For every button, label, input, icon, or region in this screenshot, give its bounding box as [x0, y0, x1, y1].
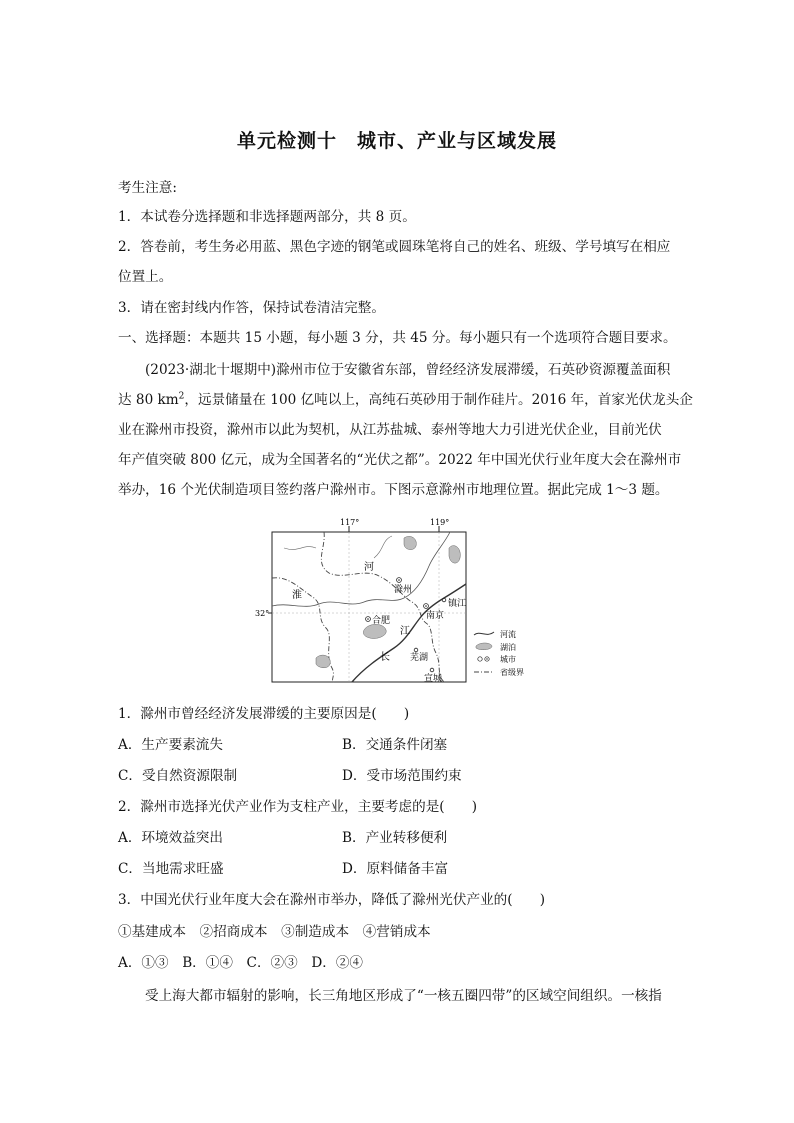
notice-item-2-cont: 位置上。 [118, 269, 173, 285]
label-nanjing: 南京 [426, 611, 445, 621]
wuhu-city-icon [414, 648, 418, 652]
lake-southwest [316, 655, 330, 668]
location-map [254, 518, 544, 688]
passage-superscript: 2 [178, 391, 185, 402]
label-zhenjiang: 镇江 [448, 599, 467, 609]
passage-line-3: 业在滁州市投资，滁州市以此为契机，从江苏盐城、泰州等地大力引进光伏企业，目前光伏 [118, 422, 662, 438]
passage-line-5: 举办，16 个光伏制造项目签约落户滁州市。下图示意滁州市地理位置。据此完成 1～3 题。 [118, 482, 669, 498]
lon-label-117: 117° [340, 518, 360, 527]
lake-north [404, 536, 416, 549]
legend-city-icon-a [478, 657, 482, 661]
hefei-city-dot [367, 618, 369, 620]
legend-lake-label: 湖泊 [500, 643, 516, 652]
question-1-option-b[interactable]: B．交通条件闭塞 [342, 737, 448, 753]
question-3-answers[interactable]: A．①③ B．①④ C．②③ D．②④ [118, 955, 364, 971]
legend-river-label: 河流 [500, 630, 516, 639]
notice-item-2: 2．答卷前，考生务必用蓝、黑色字迹的钢笔或圆珠笔将自己的姓名、班级、学号填写在相应 [118, 239, 671, 255]
notice-heading: 考生注意: [118, 180, 177, 196]
legend-city-icon-dot [486, 658, 487, 659]
question-2-option-a[interactable]: A．环境效益突出 [118, 830, 223, 846]
question-1-option-d[interactable]: D．受市场范围约束 [342, 768, 462, 784]
lake-northeast [449, 546, 460, 563]
question-3-items: ①基建成本 ②招商成本 ③制造成本 ④营销成本 [118, 924, 431, 940]
lat-label-32: 32° [255, 609, 270, 618]
passage [118, 355, 693, 505]
question-2-option-b[interactable]: B．产业转移便利 [342, 830, 448, 846]
page-title: 单元检测十 城市、产业与区域发展 [236, 130, 557, 152]
question-1-option-c[interactable]: C．受自然资源限制 [118, 768, 238, 784]
chuzhou-city-dot [398, 579, 400, 581]
question-2-option-c[interactable]: C．当地需求旺盛 [118, 861, 224, 877]
next-passage: 受上海大都市辐射的影响，长三角地区形成了“一核五圈四带”的区域空间组织。一核指 [145, 988, 662, 1004]
river-nw [284, 547, 316, 550]
notice-item-3: 3．请在密封线内作答，保持试卷清洁完整。 [118, 300, 385, 316]
nanjing-city-dot [425, 605, 427, 607]
passage-line-4: 年产值突破 800 亿元，成为全国著名的“光伏之都”。2022 年中国光伏行业年度大会在滁州市 [118, 452, 682, 468]
label-wuhu: 芜湖 [410, 653, 429, 663]
question-2-option-d[interactable]: D．原料储备丰富 [342, 861, 449, 877]
legend-lake-icon [476, 643, 492, 650]
chaohu-lake [363, 624, 386, 638]
question-3-stem: 3．中国光伏行业年度大会在滁州市举办，降低了滁州光伏产业的( ) [118, 892, 546, 908]
question-1-option-a[interactable]: A．生产要素流失 [118, 737, 223, 753]
label-xuancheng: 宣城 [424, 674, 443, 684]
river-north [374, 536, 392, 558]
section-heading: 一、选择题：本题共 15 小题，每小题 3 分，共 45 分。每小题只有一个选项符合题目要求。 [118, 330, 677, 346]
passage-line-2b: ，远景储量在 100 亿吨以上，高纯石英砂用于制作硅片。2016 年，首家光伏龙头企 [184, 392, 693, 408]
label-hefei: 合肥 [372, 616, 391, 626]
legend-border-label: 省级界 [500, 668, 524, 677]
xuancheng-city-icon [430, 668, 434, 672]
map-frame [272, 532, 466, 682]
passage-line-1: (2023·湖北十堰期中)滁州市位于安徽省东部，曾经经济发展滞缓，石英砂资源覆盖面积 [145, 362, 671, 378]
label-huai: 淮 [292, 590, 302, 601]
label-chuzhou: 滁州 [394, 585, 413, 595]
passage-line-2a: 达 80 km [118, 392, 179, 408]
passage-line-2 [118, 385, 693, 415]
question-1-stem: 1．滁州市曾经经济发展滞缓的主要原因是( ) [118, 706, 410, 722]
label-jiang: 江 [400, 626, 410, 637]
label-chang: 长 [380, 652, 390, 663]
notice-item-1: 1．本试卷分选择题和非选择题两部分，共 8 页。 [118, 209, 416, 225]
legend-river-icon [474, 632, 494, 635]
lon-label-119: 119° [430, 518, 450, 527]
legend-city-label: 城市 [500, 655, 516, 664]
label-he: 河 [364, 562, 374, 573]
question-2-stem: 2．滁州市选择光伏产业作为支柱产业，主要考虑的是( ) [118, 799, 478, 815]
